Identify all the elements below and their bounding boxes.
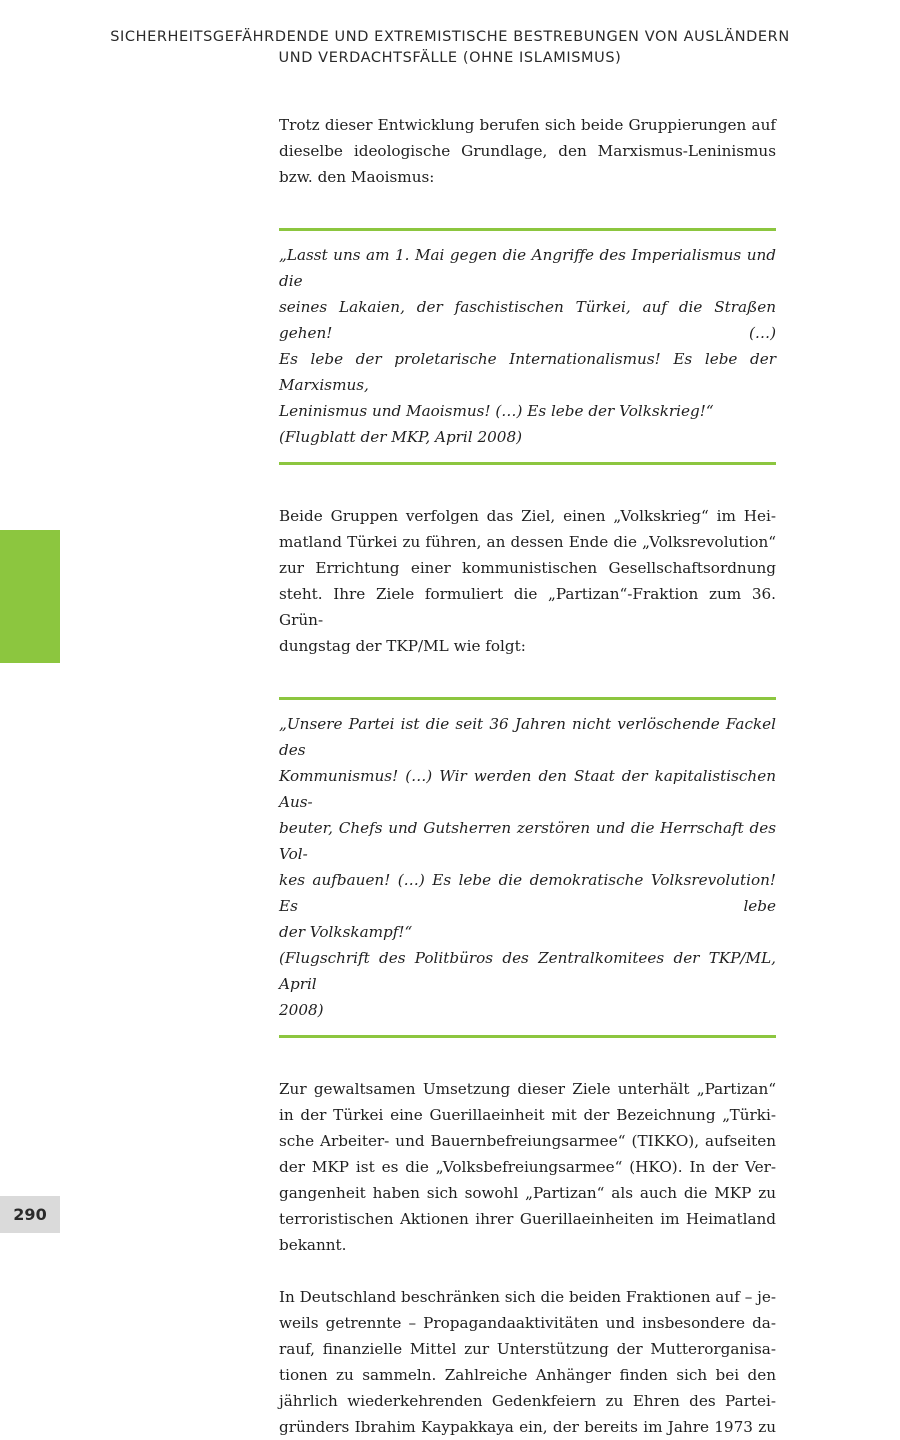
text-line: bekannt.	[279, 1236, 347, 1254]
text-line: dieselbe ideologische Grundlage, den Marxismus-Leninismus	[279, 142, 776, 160]
text-line: dungstag der TKP/ML wie folgt:	[279, 637, 526, 655]
text-line: der MKP ist es die „Volksbefreiungsarmee“ (HKO). In der Ver-	[279, 1158, 776, 1176]
quote-line: „Lasst uns am 1. Mai gegen die Angriffe des Imperialismus und die	[279, 246, 776, 290]
text-line: rauf, finanzielle Mittel zur Unterstützung der Mutterorganisa-	[279, 1340, 776, 1358]
paragraph-4	[279, 1284, 776, 1440]
text-line: steht. Ihre Ziele formuliert die „Partizan“-Fraktion zum 36. Grün-	[279, 585, 776, 629]
text-line: gangenheit haben sich sowohl „Partizan“ als auch die MKP zu	[279, 1184, 776, 1202]
quote-source: (Flugblatt der MKP, April 2008)	[279, 428, 523, 446]
quote-block-1	[279, 228, 776, 465]
main-text-column	[279, 112, 776, 1440]
quote-source: (Flugschrift des Politbüros des Zentralkomitees der TKP/ML, April	[279, 949, 776, 993]
page-number: 290	[0, 1196, 60, 1233]
text-line: sche Arbeiter- und Bauernbefreiungsarmee“ (TIKKO), aufseiten	[279, 1132, 776, 1150]
paragraph-1	[279, 112, 776, 190]
quote-line: Es lebe der proletarische Internationalismus! Es lebe der Marxismus,	[279, 350, 776, 394]
text-line: In Deutschland beschränken sich die beiden Fraktionen auf – je-	[279, 1288, 776, 1306]
quote-block-2	[279, 697, 776, 1038]
quote-line: seines Lakaien, der faschistischen Türkei, auf die Straßen gehen! (…)	[279, 298, 776, 342]
text-line: tionen zu sammeln. Zahlreiche Anhänger finden sich bei den	[279, 1366, 776, 1384]
text-line: terroristischen Aktionen ihrer Guerillaeinheiten im Heimatland	[279, 1210, 776, 1228]
text-line: Trotz dieser Entwicklung berufen sich beide Gruppierungen auf	[279, 116, 776, 134]
text-line: Zur gewaltsamen Umsetzung dieser Ziele unterhält „Partizan“	[279, 1080, 776, 1098]
text-line: matland Türkei zu führen, an dessen Ende die „Volksrevolution“	[279, 533, 776, 551]
chapter-tab-marker	[0, 530, 60, 663]
text-line: zur Errichtung einer kommunistischen Gesellschaftsordnung	[279, 559, 776, 577]
text-line: Beide Gruppen verfolgen das Ziel, einen „Volkskrieg“ im Hei-	[279, 507, 776, 525]
quote-line: beuter, Chefs und Gutsherren zerstören und die Herrschaft des Vol-	[279, 819, 776, 863]
text-line: jährlich wiederkehrenden Gedenkfeiern zu Ehren des Partei-	[279, 1392, 776, 1410]
text-line: weils getrennte – Propagandaaktivitäten und insbesondere da-	[279, 1314, 776, 1332]
quote-line: kes aufbauen! (…) Es lebe die demokratische Volksrevolution! Es lebe	[279, 871, 776, 915]
quote-line: Leninismus und Maoismus! (…) Es lebe der Volkskrieg!“	[279, 402, 714, 420]
running-header	[0, 27, 900, 69]
text-line: bzw. den Maoismus:	[279, 168, 435, 186]
quote-source: 2008)	[279, 1001, 324, 1019]
text-line: gründers Ibrahim Kaypakkaya ein, der bereits im Jahre 1973 zu	[279, 1418, 776, 1436]
paragraph-3	[279, 1076, 776, 1258]
paragraph-2	[279, 503, 776, 659]
running-header-line-1: SICHERHEITSGEFÄHRDENDE UND EXTREMISTISCHE BESTREBUNGEN VON AUSLÄNDERN	[110, 29, 790, 45]
text-line: in der Türkei eine Guerillaeinheit mit der Bezeichnung „Türki-	[279, 1106, 776, 1124]
quote-line: „Unsere Partei ist die seit 36 Jahren nicht verlöschende Fackel des	[279, 715, 776, 759]
running-header-line-2: UND VERDACHTSFÄLLE (OHNE ISLAMISMUS)	[278, 50, 622, 66]
quote-line: der Volkskampf!“	[279, 923, 413, 941]
quote-line: Kommunismus! (…) Wir werden den Staat der kapitalistischen Aus-	[279, 767, 776, 811]
